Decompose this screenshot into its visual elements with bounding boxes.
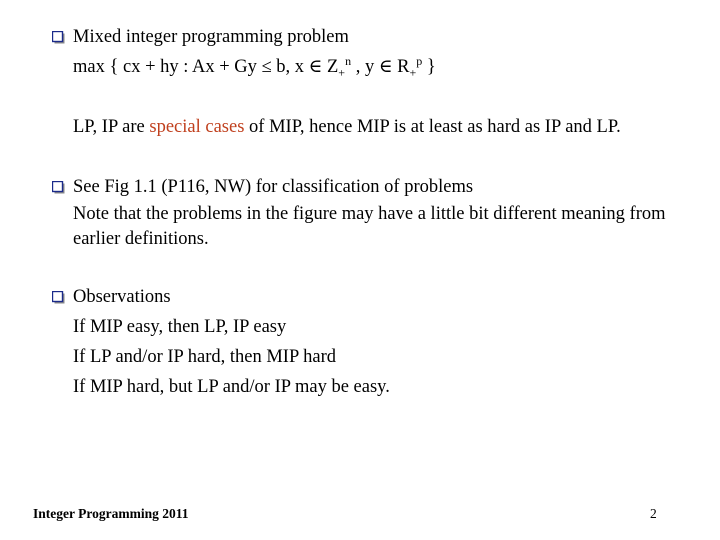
observation-line: If LP and/or IP hard, then MIP hard — [73, 347, 337, 367]
formula-z-sup: n — [345, 53, 352, 68]
formula-r-sup: p — [416, 53, 423, 68]
page-number: 2 — [650, 506, 657, 521]
formula-prefix: max { cx + hy : Ax + Gy ≤ b, x ∈ Z — [73, 57, 339, 77]
observation-line: If MIP hard, but LP and/or IP may be easy. — [73, 377, 390, 397]
special-cases-paragraph — [52, 112, 672, 142]
para-before: LP, IP are — [73, 117, 150, 137]
checkbox-bullet-icon — [52, 291, 65, 304]
observation-line: If MIP easy, then LP, IP easy — [73, 317, 287, 337]
spacer — [52, 142, 672, 172]
para-after: of MIP, hence MIP is at least as hard as IP and LP. — [244, 117, 621, 137]
footer-title: Integer Programming 2011 — [33, 506, 189, 521]
spacer — [52, 82, 672, 112]
section-observations — [52, 282, 672, 402]
checkbox-bullet-icon — [52, 181, 65, 194]
special-cases-highlight: special cases — [149, 117, 245, 137]
section-heading: Observations — [73, 287, 171, 307]
formula-middle: , y ∈ R — [351, 57, 410, 77]
formula-r-sub: + — [409, 65, 417, 80]
mip-formula — [52, 52, 672, 82]
section-classification — [52, 172, 672, 252]
section-heading: See Fig 1.1 (P116, NW) for classification of problems — [73, 176, 474, 197]
section-heading: Mixed integer programming problem — [73, 27, 349, 47]
spacer — [52, 252, 672, 282]
section-heading-row — [52, 22, 672, 52]
section-mip — [52, 22, 672, 142]
section-heading-row — [52, 172, 672, 202]
checkbox-bullet-icon — [52, 31, 65, 44]
section-heading-row — [52, 282, 672, 312]
slide-body — [52, 22, 672, 402]
formula-suffix: } — [422, 57, 436, 77]
formula-z-sub: + — [338, 65, 346, 80]
classification-note: Note that the problems in the figure may have a little bit different meaning from earlier definitions. — [73, 204, 666, 249]
